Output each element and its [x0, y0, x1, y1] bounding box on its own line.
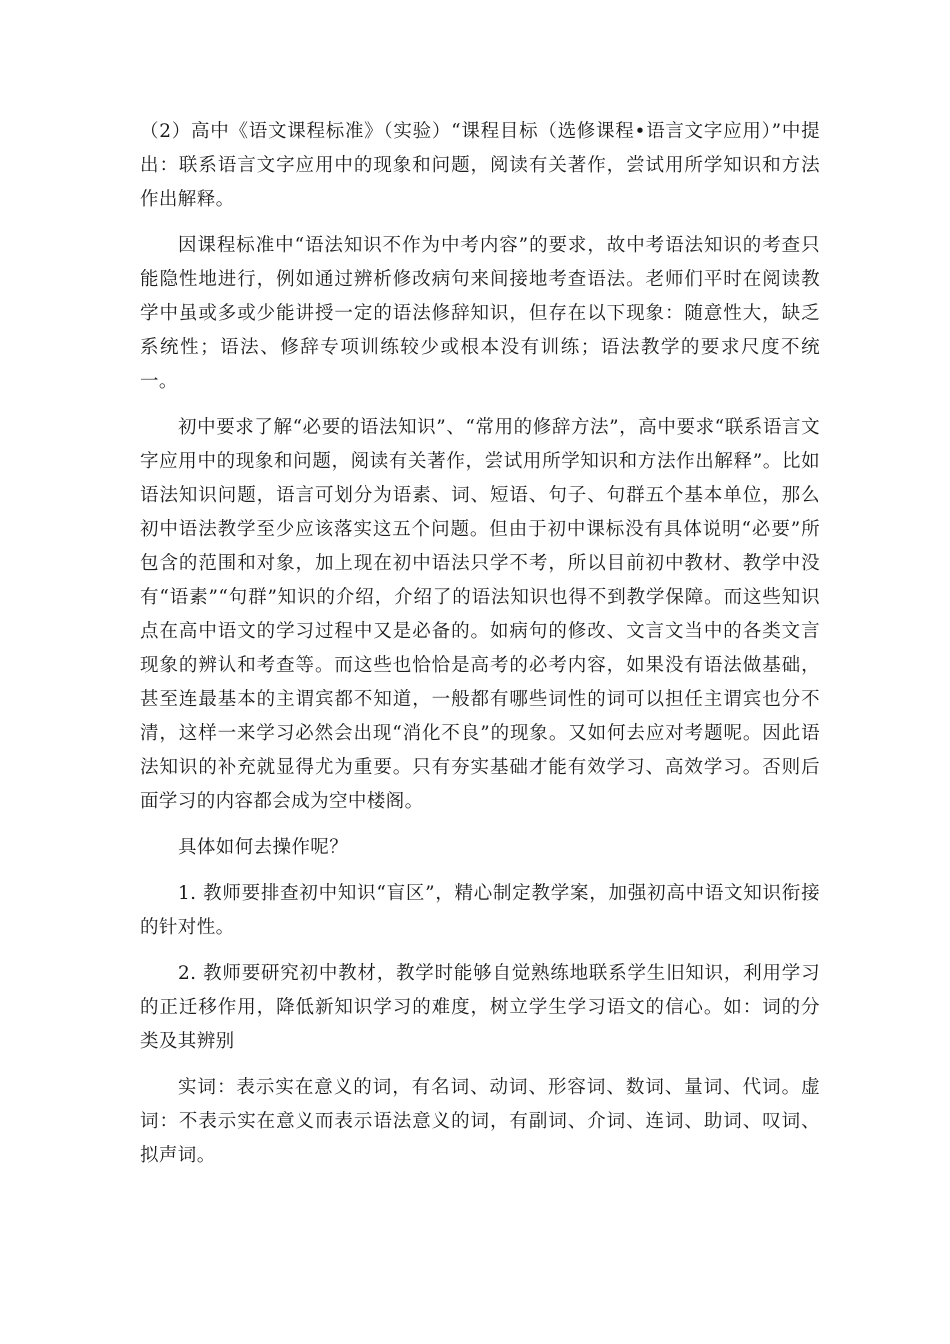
- paragraph-curriculum-goal: （2）高中《语文课程标准》（实验）“课程目标（选修课程•语言文字应用）”中提出：联系语言文字应用中的现象和问题，阅读有关著作，尝试用所学知识和方法作出解释。: [140, 121, 820, 210]
- paragraph-point-2: 2. 教师要研究初中教材，教学时能够自觉熟练地联系学生旧知识，利用学习的正迁移作用，降低新知识学习的难度，树立学生学习语文的信心。如：词的分类及其辨别: [140, 963, 820, 1052]
- paragraph-how-to-operate: 具体如何去操作呢？: [178, 837, 349, 858]
- document-body: [140, 115, 820, 1185]
- paragraph-exam-grammar: 因课程标准中“语法知识不作为中考内容”的要求，故中考语法知识的考查只能隐性地进行，例如通过辨析修改病句来间接地考查语法。老师们平时在阅读教学中虽或多或少能讲授一定的语法修辞知识，但存在以下现象：随意性大，缺乏系统性；语法、修辞专项训练较少或根本没有训练；语法教学的要求尺度不统一。: [140, 235, 820, 392]
- paragraph-junior-senior-requirements: 初中要求了解“必要的语法知识”、“常用的修辞方法”，高中要求“联系语言文字应用中的现象和问题，阅读有关著作，尝试用所学知识和方法作出解释”。比如语法知识问题，语言可划分为语素、词、短语、句子、句群五个基本单位，那么初中语法教学至少应该落实这五个问题。但由于初中课标没有具体说明“必要”所包含的范围和对象，加上现在初中语法只学不考，所以目前初中教材、教学中没有“语素”“句群”知识的介绍，介绍了的语法知识也得不到教学保障。而这些知识点在高中语文的学习过程中又是必备的。如病句的修改、文言文当中的各类文言现象的辨认和考查等。而这些也恰恰是高考的必考内容，如果没有语法做基础，甚至连最基本的主谓宾都不知道，一般都有哪些词性的词可以担任主谓宾也分不清，这样一来学习必然会出现“消化不良”的现象。又如何去应对考题呢。因此语法知识的补充就显得尤为重要。只有夯实基础才能有效学习、高效学习。否则后面学习的内容都会成为空中楼阁。: [140, 417, 820, 812]
- paragraph-word-classes: 实词：表示实在意义的词，有名词、动词、形容词、数词、量词、代词。虚词：不表示实在意义而表示语法意义的词，有副词、介词、连词、助词、叹词、拟声词。: [140, 1077, 820, 1166]
- paragraph-point-1: 1. 教师要排查初中知识“盲区”，精心制定教学案，加强初高中语文知识衔接的针对性。: [140, 883, 820, 938]
